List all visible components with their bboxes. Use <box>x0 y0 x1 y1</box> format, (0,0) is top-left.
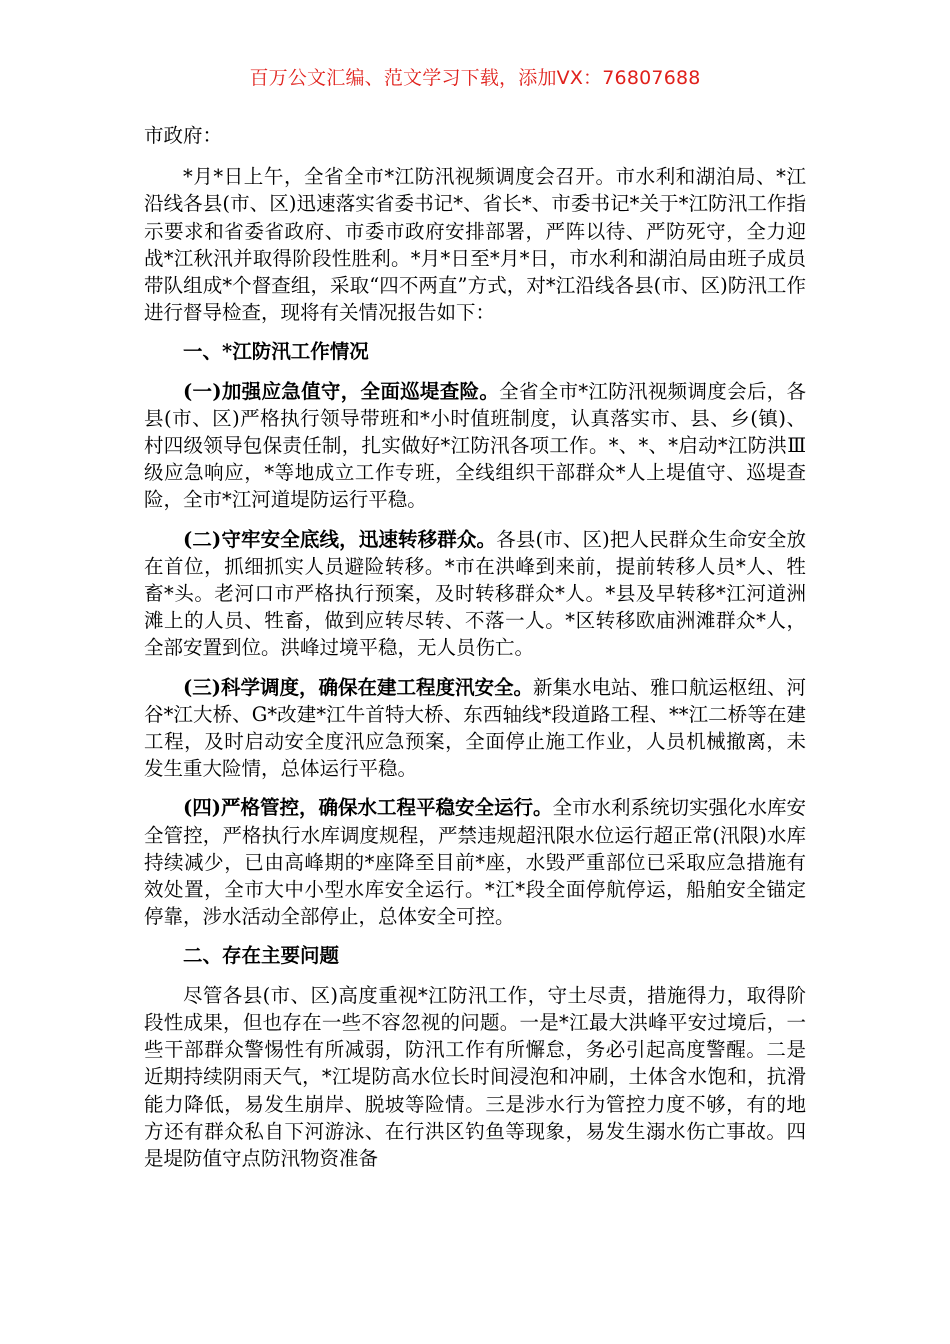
problems-paragraph: 尽管各县(市、区)高度重视*江防汛工作，守土尽责，措施得力，取得阶段性成果，但也存在一些不容忽视的问题。一是*江最大洪峰平安过境后，一些干部群众警惕性有所减弱，防汛工作有所懈怠，务必引起高度警醒。二是近期持续阴雨天气，*江堤防高水位长时间浸泡和冲刷，土体含水饱和，抗滑能力降低，易发生崩岸、脱坡等险情。三是涉水行为管控力度不够，有的地方还有群众私自下河游泳、在行洪区钓鱼等现象，易发生溺水伤亡事故。四是堤防值守点防汛物资准备 <box>144 983 806 1170</box>
item-lead-4: (四)严格管控，确保水工程平稳安全运行。 <box>183 796 553 820</box>
item-body-4: 全市水利系统切实强化水库安全管控，严格执行水库调度规程，严禁违规超汛限水位运行超正常(汛限)水库持续减少，已由高峰期的*座降至目前*座，水毁严重部位已采取应急措施有效处置，全市大中小型水库安全运行。*江*段全面停航停运，船舶安全锚定停靠，涉水活动全部停止，总体安全可控。 <box>144 796 806 929</box>
document-body <box>144 122 806 1184</box>
item-lead-1: (一)加强应急值守，全面巡堤查险。 <box>183 379 500 403</box>
salutation: 市政府： <box>144 124 223 147</box>
item-lead-3: (三)科学调度，确保在建工程度汛安全。 <box>183 675 533 699</box>
item-paragraph-4 <box>144 794 806 930</box>
item-body-2: 各县(市、区)把人民群众生命安全放在首位，抓细抓实人员避险转移。*市在洪峰到来前，提前转移人员*人、牲畜*头。老河口市严格执行预案，及时转移群众*人。*县及早转移*江河道洲滩上的人员、牲畜，做到应转尽转、不落一人。*区转移欧庙洲滩群众*人，全部安置到位。洪峰过境平稳，无人员伤亡。 <box>144 527 807 660</box>
section-heading-2: 二、存在主要问题 <box>183 944 340 968</box>
section-heading-1: 一、*江防汛工作情况 <box>183 340 369 364</box>
item-paragraph-2 <box>144 526 806 662</box>
item-paragraph-1 <box>144 378 806 514</box>
item-body-1: 全省全市*江防汛视频调度会后，各县(市、区)严格执行领导带班和*小时值班制度，认真落实市、县、乡(镇)、村四级领导包保责任制，扎实做好*江防汛各项工作。*、*、*启动*江防洪Ⅲ级应急响应，*等地成立工作专班，全线组织干部群众*人上堤值守、巡堤查险，全市*江河道堤防运行平稳。 <box>144 379 806 512</box>
intro-paragraph: *月*日上午，全省全市*江防汛视频调度会召开。市水利和湖泊局、*江沿线各县(市、区)迅速落实省委书记*、省长*、市委书记*关于*江防汛工作指示要求和省委省政府、市委市政府安排部署，严阵以待、严防死守，全力迎战*江秋汛并取得阶段性胜利。*月*日至*月*日，市水利和湖泊局由班子成员带队组成*个督查组，采取“四不两直”方式，对*江沿线各县(市、区)防汛工作进行督导检查，现将有关情况报告如下： <box>144 165 806 325</box>
item-body-3: 新集水电站、雅口航运枢纽、河谷*江大桥、G*改建*江牛首特大桥、东西轴线*段道路工程、**江二桥等在建工程，及时启动安全度汛应急预案，全面停止施工作业，人员机械撤离，未发生重大险情，总体运行平稳。 <box>144 675 806 781</box>
item-paragraph-3 <box>144 674 806 783</box>
watermark-banner: 百万公文汇编、范文学习下载，添加VX：76807688 <box>249 67 701 89</box>
item-lead-2: (二)守牢安全底线，迅速转移群众。 <box>183 527 497 551</box>
